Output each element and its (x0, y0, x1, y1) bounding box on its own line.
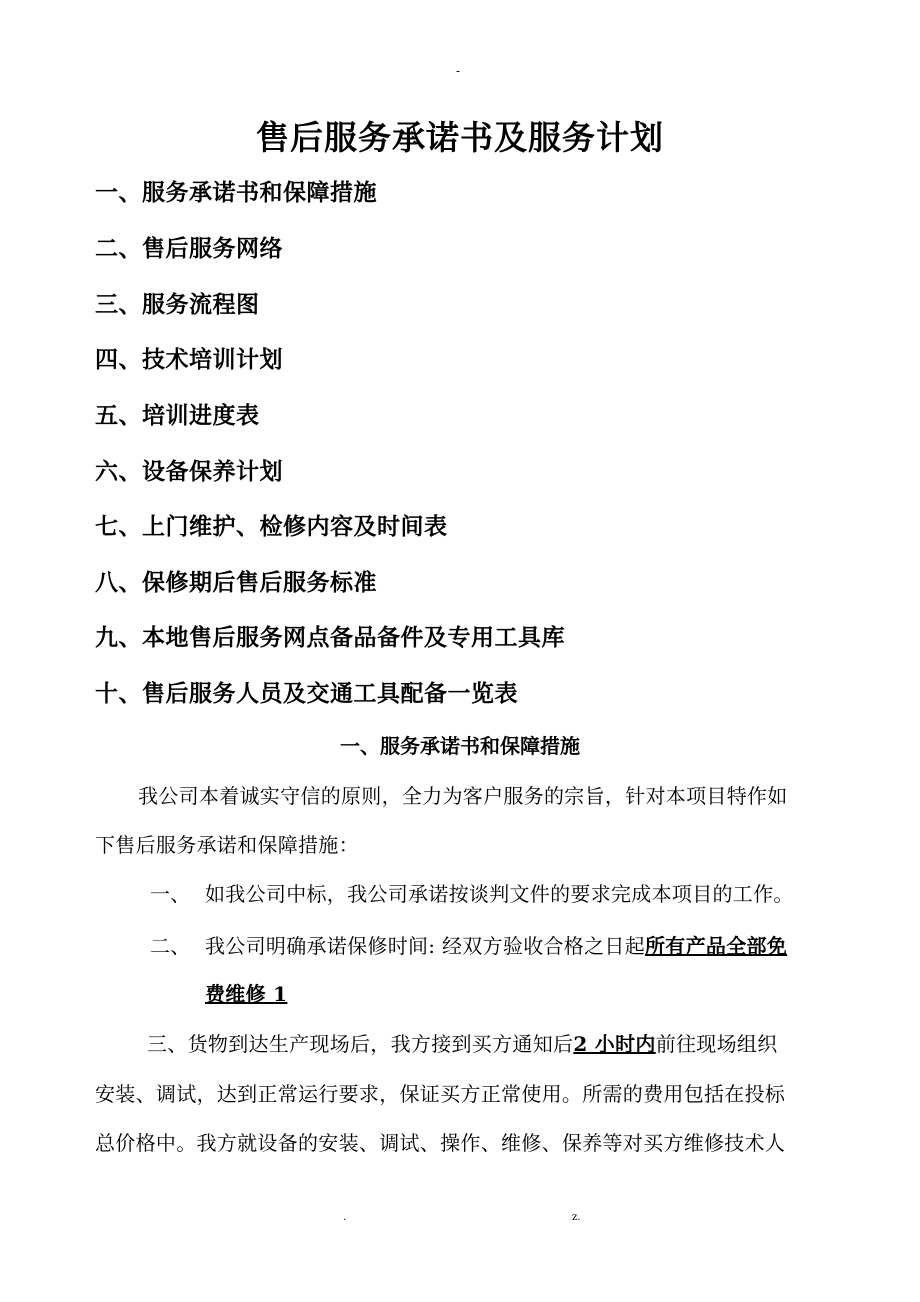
item-2-number: 二、 (150, 934, 191, 958)
item-2-line-1 (205, 930, 787, 959)
section-heading: 一、服务承诺书和保障措施 (340, 734, 580, 758)
item-3-prefix: 三、货物到达生产现场后，我方接到买方通知后 (147, 1032, 574, 1056)
item-3-line-3: 总价格中。我方就设备的安装、调试、操作、维修、保养等对买方维修技术人 (95, 1131, 786, 1155)
footer-right-mark: z. (572, 1212, 581, 1223)
item-2-underlined-2: 费维修 1 (205, 982, 288, 1006)
toc-item-1: 一、服务承诺书和保障措施 (95, 180, 377, 206)
toc-item-8: 八、保修期后售后服务标准 (95, 570, 377, 596)
toc-item-7: 七、上门维护、检修内容及时间表 (95, 514, 448, 540)
toc-item-2: 二、售后服务网络 (95, 236, 283, 262)
toc-item-9: 九、本地售后服务网点备品备件及专用工具库 (95, 625, 565, 651)
intro-line-2: 下售后服务承诺和保障措施： (95, 833, 359, 857)
item-2-text: 我公司明确承诺保修时间: 经双方验收合格之日起 (205, 934, 645, 958)
item-3-line-1 (147, 1028, 778, 1057)
item-3-line-2: 安装、调试，达到正常运行要求，保证买方正常使用。所需的费用包括在投标 (95, 1082, 786, 1106)
item-1-text: 如我公司中标，我公司承诺按谈判文件的要求完成本项目的工作。 (205, 882, 794, 906)
intro-line-1: 我公司本着诚实守信的原则，全力为客户服务的宗旨，针对本项目特作如 (138, 784, 788, 808)
item-2-underlined-1: 所有产品全部免 (645, 934, 788, 958)
header-mark: - (456, 64, 461, 78)
toc-item-10: 十、售后服务人员及交通工具配备一览表 (95, 681, 518, 707)
document-title: 售后服务承诺书及服务计划 (256, 118, 664, 157)
toc-item-5: 五、培训进度表 (95, 403, 260, 429)
item-3-underlined: 2 小时内 (573, 1032, 656, 1056)
item-1-number: 一、 (150, 882, 191, 906)
footer-left-mark: . (343, 1212, 347, 1223)
toc-item-4: 四、技术培训计划 (95, 347, 283, 373)
toc-item-6: 六、设备保养计划 (95, 459, 283, 485)
item-3-suffix: 前往现场组织 (655, 1032, 778, 1056)
toc-item-3: 三、服务流程图 (95, 292, 260, 318)
